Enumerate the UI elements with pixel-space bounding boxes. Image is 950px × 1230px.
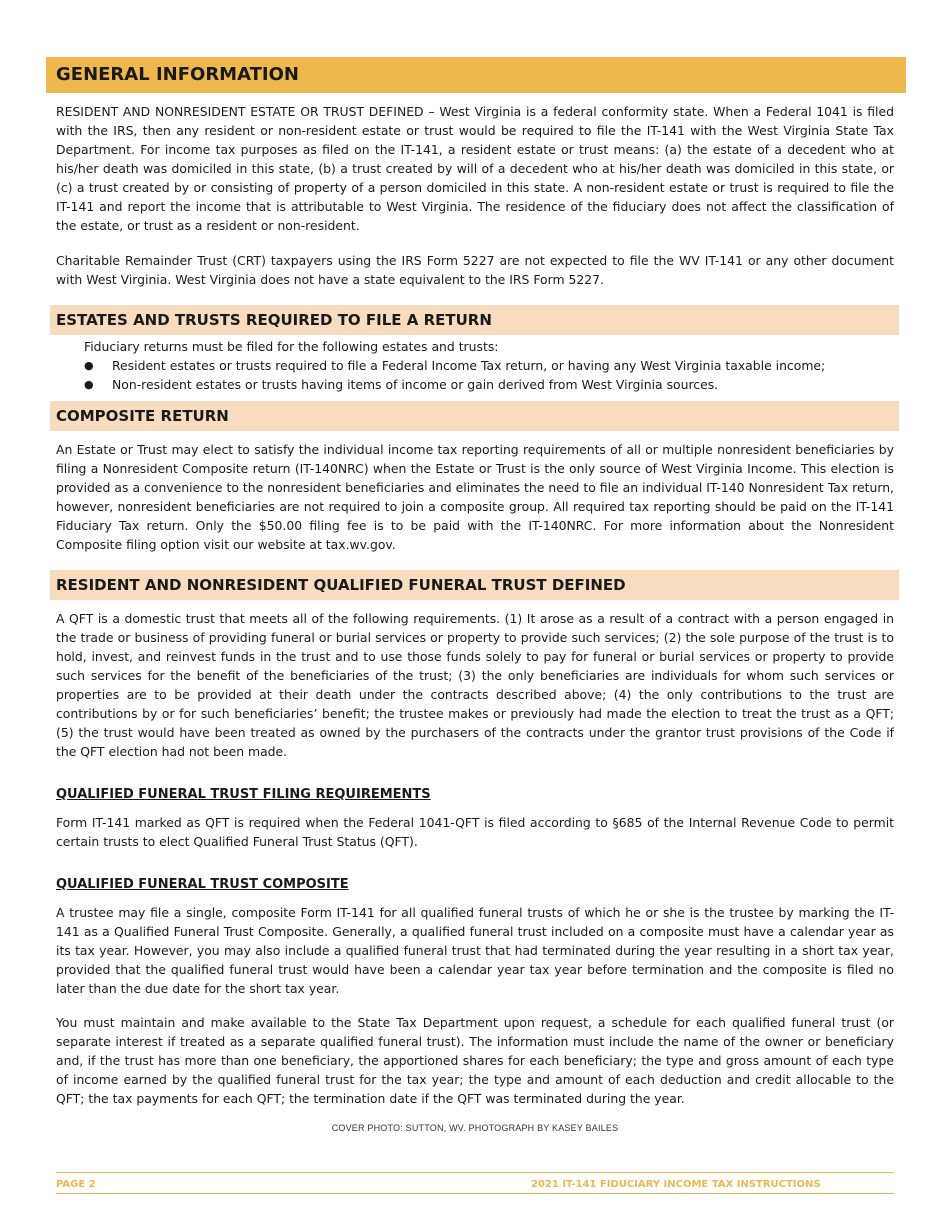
qft-defined-heading: RESIDENT AND NONRESIDENT QUALIFIED FUNERAL TRUST DEFINED (50, 570, 899, 600)
qft-composite-heading: QUALIFIED FUNERAL TRUST COMPOSITE (56, 877, 349, 892)
estates-required-list (84, 337, 894, 394)
footer-document-title: 2021 IT-141 FIDUCIARY INCOME TAX INSTRUCTIONS (531, 1179, 821, 1190)
general-information-heading: GENERAL INFORMATION (46, 57, 906, 93)
estates-required-bullets (84, 356, 894, 394)
qft-filing-paragraph: Form IT-141 marked as QFT is required when the Federal 1041-QFT is filed according to §685 of the Internal Revenue Code to permit certain trusts to elect Qualified Funeral Trust Status (QFT). (56, 815, 894, 849)
bullet-icon: ● (84, 359, 94, 372)
bullet-icon: ● (84, 378, 94, 391)
list-item (84, 356, 894, 375)
estates-required-intro: Fiduciary returns must be filed for the following estates and trusts: (84, 339, 499, 354)
qft-filing-heading: QUALIFIED FUNERAL TRUST FILING REQUIREMENTS (56, 787, 431, 802)
composite-return-paragraph: An Estate or Trust may elect to satisfy the individual income tax reporting requirements of all or multiple nonresident beneficiaries by filing a Nonresident Composite return (IT-140NRC) when the Estate or Trust is the only source of West Virginia Income. This election is provided as a convenience to the nonresident beneficiaries and eliminates the need to file an individual IT-140 Nonresident Tax return, however, nonresident beneficiaries are not required to join a composite group. All required tax reporting should be paid on the IT-141 Fiduciary Tax return. Only the $50.00 filing fee is to be paid with the IT-140NRC. For more information about the Nonresident Composite filing option visit our website at tax.wv.gov. (56, 442, 894, 552)
footer-top-rule (56, 1172, 894, 1173)
footer-page-label: PAGE 2 (56, 1179, 96, 1190)
composite-return-heading: COMPOSITE RETURN (50, 401, 899, 431)
cover-photo-caption: COVER PHOTO: SUTTON, WV. PHOTOGRAPH BY KASEY BAILES (331, 1123, 619, 1133)
qft-defined-paragraph: A QFT is a domestic trust that meets all of the following requirements. (1) It arose as a result of a contract with a person engaged in the trade or business of providing funeral or burial services or property to provide such services; (2) the sole purpose of the trust is to hold, invest, and reinvest funds in the trust and to use those funds solely to pay for funeral or burial services or property to provide such services for the benefit of the beneficiaries of the trust; (3) the only beneficiaries are individuals for whom such services or properties are to be provided at their death under the contracts described above; (4) the only contributions to the trust are contributions by or for such beneficiaries’ benefit; the trustee makes or previously had made the election to treat the trust as a QFT; (5) the trust would have been treated as owned by the purchasers of the contracts under the grantor trust provisions of the Code if the QFT election had not been made. (56, 611, 894, 759)
qft-composite-paragraph-2: You must maintain and make available to the State Tax Department upon request, a schedule for each qualified funeral trust (or separate interest if treated as a separate qualified funeral trust). The information must include the name of the owner or beneficiary and, if the trust has more than one beneficiary, the apportioned shares for each beneficiary; the type and gross amount of each type of income earned by the qualified funeral trust for the tax year; the type and amount of each deduction and credit allocable to the QFT; the tax payments for each QFT; the termination date if the QFT was terminated during the year. (56, 1015, 894, 1106)
resident-nonresident-definition-paragraph: RESIDENT AND NONRESIDENT ESTATE OR TRUST DEFINED – West Virginia is a federal conformity state. When a Federal 1041 is filed with the IRS, then any resident or non-resident estate or trust would be required to file the IT-141 with the West Virginia State Tax Department. For income tax purposes as filed on the IT-141, a resident estate or trust means: (a) the estate of a decedent who at his/her death was domiciled in this state, (b) a trust created by will of a decedent who at his/her death was domiciled in this state, or (c) a trust created by or consisting of property of a person domiciled in this state. A non-resident estate or trust is required to file the IT-141 and report the income that is attributable to West Virginia. The residence of the fiduciary does not affect the classification of the estate, or trust as a resident or non-resident. (56, 104, 894, 233)
footer-bottom-rule (56, 1193, 894, 1194)
list-item (84, 375, 894, 394)
list-item-text: Non-resident estates or trusts having items of income or gain derived from West Virginia sources. (112, 377, 719, 392)
qft-composite-paragraph-1: A trustee may file a single, composite Form IT-141 for all qualified funeral trusts of which he or she is the trustee by marking the IT-141 as a Qualified Funeral Trust Composite. Generally, a qualified funeral trust included on a composite must have a calendar year as its tax year. However, you may also include a qualified funeral trust that had terminated during the year resulting in a short tax year, provided that the qualified funeral trust would have been a calendar year tax year before termination and the composite is filed no later than the due date for the short tax year. (56, 905, 894, 996)
estates-required-heading: ESTATES AND TRUSTS REQUIRED TO FILE A RETURN (50, 305, 899, 335)
crt-paragraph: Charitable Remainder Trust (CRT) taxpayers using the IRS Form 5227 are not expected to file the WV IT-141 or any other document with West Virginia. West Virginia does not have a state equivalent to the IRS Form 5227. (56, 253, 894, 287)
list-item-text: Resident estates or trusts required to file a Federal Income Tax return, or having any West Virginia taxable income; (112, 358, 826, 373)
